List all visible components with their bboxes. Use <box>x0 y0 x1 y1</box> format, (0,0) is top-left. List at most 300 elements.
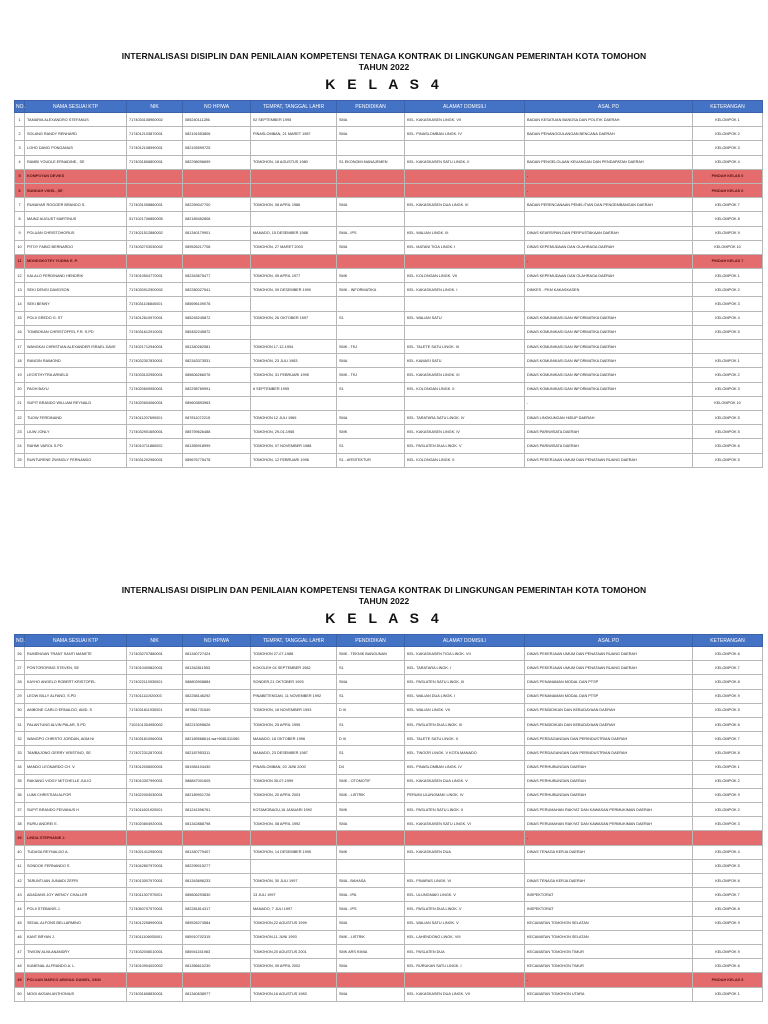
education-cell: SMA <box>337 113 405 127</box>
address-cell: KEL. KAKASKASEN DUA LINGK. VII <box>405 987 525 1001</box>
origin-cell: BADAN PENANGGULANGAN BENCANA DAERAH <box>525 127 693 141</box>
birth-cell: TOMOHON,16 AGUSTUS 1983 <box>251 987 337 1001</box>
birth-cell <box>251 396 337 410</box>
name-cell: LEOW BILLY ALFANO, S.PD <box>25 689 127 703</box>
education-cell: D III <box>337 732 405 746</box>
table-row <box>15 987 763 1001</box>
birth-cell: TOMOHON 30-07-1999 <box>251 774 337 788</box>
address-cell: KEL. TALETE SATU LINGK. II <box>405 732 525 746</box>
nik-cell: 7174011307970001 <box>127 888 183 902</box>
birth-cell: TOMOHON, 05 APRIL 1977 <box>251 269 337 283</box>
note-cell: KELOMPOK 1 <box>693 354 763 368</box>
note-cell <box>693 831 763 845</box>
phone-cell: 089676775478 <box>183 453 251 467</box>
nik-cell <box>127 169 183 183</box>
name-cell: POLUAN MARCO ABIGAIL DANIEL, SKM <box>25 973 127 987</box>
education-cell: S1 <box>337 689 405 703</box>
note-cell: KELOMPOK 7 <box>693 888 763 902</box>
birth-cell: TOMOHON, 07 NOVEMBER 1988 <box>251 439 337 453</box>
birth-cell: PINABETENGAN, 11 NOVEMBER 1992 <box>251 689 337 703</box>
row-number: 4 <box>15 155 25 169</box>
phone-cell: 081356610230 <box>183 959 251 973</box>
phone-cell <box>183 183 251 197</box>
note-cell: KELOMPOK 4 <box>693 845 763 859</box>
name-cell: PITOY FABIO BERNARDO <box>25 240 127 254</box>
address-cell: KEL. KAKASKASEN LINGK. III <box>405 368 525 382</box>
row-number: 47 <box>15 944 25 958</box>
name-cell: SUNDAH VIKEL, SE <box>25 183 127 197</box>
name-cell: WANGPO CHRISTO JORDAN, ADM.NI <box>25 732 127 746</box>
phone-cell: 085452245872 <box>183 325 251 339</box>
birth-cell: TOMOHON, 14 DESEMBER 1995 <box>251 845 337 859</box>
education-cell: SMA <box>337 675 405 689</box>
education-cell: SMA - IPS <box>337 902 405 916</box>
nik-cell: 7174032707880001 <box>127 647 183 661</box>
birth-cell: TOMOHON, 09 APRIL 2002 <box>251 959 337 973</box>
nik-cell: 7174033102950001 <box>127 368 183 382</box>
row-number: 38 <box>15 817 25 831</box>
table-row <box>15 647 763 661</box>
phone-cell: 085606293830 <box>183 888 251 902</box>
nik-cell: 7174031106840001 <box>127 297 183 311</box>
birth-cell: TOMOHON, 08 APRIL 1992 <box>251 817 337 831</box>
name-cell: KUMENAL ALFRANDO A. L. <box>25 959 127 973</box>
birth-cell: MANADO, 7 JULI 1997 <box>251 902 337 916</box>
birth-cell: TOMOHON, 08 APRIL 1986 <box>251 198 337 212</box>
education-cell <box>337 254 405 268</box>
note-cell: KELOMPOK 8 <box>693 675 763 689</box>
nik-cell: 7174010409820001 <box>127 661 183 675</box>
address-cell: KEL. KAKASKASEN DUA LINGK. V <box>405 774 525 788</box>
nik-cell: 7174020804920001 <box>127 817 183 831</box>
note-cell: KELOMPOK 8 <box>693 746 763 760</box>
nik-cell: 3171021706850005 <box>127 212 183 226</box>
phone-cell: 082258146292 <box>183 689 251 703</box>
address-cell: KEL. TALETE SATU LINGK. III <box>405 340 525 354</box>
row-number: 35 <box>15 774 25 788</box>
phone-cell: 087861731540 <box>183 703 251 717</box>
address-cell: KEL. TINOOR LINGK. V KOTA MANADO <box>405 746 525 760</box>
education-cell: SMK - INFORMATIKA <box>337 283 405 297</box>
row-number: 28 <box>15 675 25 689</box>
origin-cell: - <box>525 973 693 987</box>
education-cell: SMA - BAHASA <box>337 874 405 888</box>
name-cell: SONDOK FERNANDO S <box>25 859 127 873</box>
origin-cell: KECAMATAN TOMOHON TIMUR <box>525 959 693 973</box>
row-number: 23 <box>15 425 25 439</box>
note-cell: KELOMPOK 3 <box>693 382 763 396</box>
note-cell: KELOMPOK 5 <box>693 453 763 467</box>
column-header: NIK <box>127 101 183 113</box>
nik-cell: 7174011111920003 <box>127 689 183 703</box>
row-number: 15 <box>15 311 25 325</box>
address-cell <box>405 212 525 226</box>
table-body <box>15 647 763 1002</box>
table-row <box>15 845 763 859</box>
phone-cell: 085696109076 <box>183 297 251 311</box>
note-cell: KELOMPOK 2 <box>693 803 763 817</box>
address-cell: KEL. PASLATEN DUA <box>405 944 525 958</box>
nik-cell: 7174034108960002 <box>127 113 183 127</box>
origin-cell: DINAS PEKERJAAN UMUM DAN PENATAAN RUANG DAERAH <box>525 647 693 661</box>
row-number: 13 <box>15 283 25 297</box>
row-number: 8 <box>15 212 25 226</box>
birth-cell <box>251 212 337 226</box>
address-cell: KEL. KAKASKASEN LINGK. I <box>405 283 525 297</box>
table-row <box>15 788 763 802</box>
nik-cell: 7174031608830001 <box>127 987 183 1001</box>
row-number: 26 <box>15 647 25 661</box>
birth-cell: TOMOHON 12 JULI 1969 <box>251 410 337 424</box>
education-cell: SMA <box>337 354 405 368</box>
origin-cell: DINAS PERHUBUNGAN DAERAH <box>525 760 693 774</box>
education-cell: SMA - IPS <box>337 226 405 240</box>
row-number: 17 <box>15 340 25 354</box>
phone-cell: 082191553806 <box>183 127 251 141</box>
name-cell: RANGIN RAIMOND <box>25 354 127 368</box>
origin-cell: DINAS KOMUNIKASI DAN INFORMATIKA DAERAH <box>525 340 693 354</box>
table-header-row <box>15 101 763 113</box>
table-row <box>15 817 763 831</box>
phone-cell: 081340179901 <box>183 226 251 240</box>
birth-cell <box>251 325 337 339</box>
column-header: NO HP/WA <box>183 635 251 647</box>
nik-cell: 7174072312870001 <box>127 746 183 760</box>
birth-cell: TOMOHON, 12 FEBRUARI 1996 <box>251 453 337 467</box>
phone-cell: 082280027541 <box>183 283 251 297</box>
table-row <box>15 959 763 973</box>
table-row <box>15 888 763 902</box>
birth-cell: TOMOHON,22 AGUSTUS 1999 <box>251 916 337 930</box>
birth-cell: TOMOHON, 30 JULI 1997 <box>251 874 337 888</box>
row-number: 31 <box>15 717 25 731</box>
row-number: 44 <box>15 902 25 916</box>
education-cell: S1 EKONOMI MANAJEMEN <box>337 155 405 169</box>
address-cell <box>405 325 525 339</box>
phone-cell: 081343696233 <box>183 874 251 888</box>
note-cell: KELOMPOK 1 <box>693 113 763 127</box>
nik-cell: 7174012108990001 <box>127 141 183 155</box>
phone-cell: 082189901726 <box>183 788 251 802</box>
name-cell: TUOW FERDINAND <box>25 410 127 424</box>
education-cell <box>337 169 405 183</box>
table-row <box>15 297 763 311</box>
birth-cell: TOMOHON, 29-01-1965 <box>251 425 337 439</box>
row-number: 24 <box>15 439 25 453</box>
address-cell: KEL. KAKASKASEN SATU LINGK. VI <box>405 817 525 831</box>
education-cell <box>337 831 405 845</box>
education-cell: SMA <box>337 959 405 973</box>
nik-cell: 7174010307990001 <box>127 774 183 788</box>
phone-cell: 082259047700 <box>183 198 251 212</box>
address-cell: KEL. PASLATEN SATU LINGK. II <box>405 803 525 817</box>
row-number: 20 <box>15 382 25 396</box>
phone-cell: 082343373531 <box>183 354 251 368</box>
nik-cell: 7174021412950001 <box>127 845 183 859</box>
phone-cell <box>183 169 251 183</box>
table-row <box>15 283 763 297</box>
education-cell <box>337 297 405 311</box>
row-number: 21 <box>15 396 25 410</box>
table-row <box>15 944 763 958</box>
row-number: 3 <box>15 141 25 155</box>
nik-cell: 7174031008860001 <box>127 198 183 212</box>
note-cell: KELOMPOK 4 <box>693 311 763 325</box>
education-cell <box>337 212 405 226</box>
birth-cell: KOKOLEH 04 SEPTEMBER 1982 <box>251 661 337 675</box>
nik-cell: 7174012208990001 <box>127 916 183 930</box>
row-number: 36 <box>15 788 25 802</box>
row-number: 50 <box>15 987 25 1001</box>
origin-cell: DINAS PERUMAHAN RAKYAT DAN KAWASAN PERMUKIMAN DAERAH <box>525 803 693 817</box>
birth-cell: MANADO, 23 DESEMBER 1987 <box>251 746 337 760</box>
table-row <box>15 930 763 944</box>
note-cell: PINDAH KELAS 7 <box>693 254 763 268</box>
education-cell <box>337 396 405 410</box>
row-number: 22 <box>15 410 25 424</box>
nik-cell: 7174031808800001 <box>127 155 183 169</box>
phone-cell: 082189568614 wa+6081311060 <box>183 732 251 746</box>
phone-cell: 082281814317 <box>183 902 251 916</box>
name-cell: TOMBOKAN CHRISTOFFEL F.R. S.PD <box>25 325 127 339</box>
birth-cell: TOMOHON 17-12-1994 <box>251 340 337 354</box>
education-cell: SMK <box>337 845 405 859</box>
note-cell: KELOMPOK 6 <box>693 874 763 888</box>
name-cell: MOGI AKSAN ANTHONIUS <box>25 987 127 1001</box>
table-row <box>15 240 763 254</box>
name-cell: TIWOW ALVA ANANDRY <box>25 944 127 958</box>
phone-cell: 082343675477 <box>183 269 251 283</box>
origin-cell: DINAS PERHUBUNGAN DAERAH <box>525 788 693 802</box>
table-row <box>15 439 763 453</box>
table-row <box>15 155 763 169</box>
column-header: NO. <box>15 635 25 647</box>
note-cell: KELOMPOK 7 <box>693 198 763 212</box>
note-cell: KELOMPOK 5 <box>693 859 763 873</box>
birth-cell: MANADO, 18 OKTOBER 1996 <box>251 732 337 746</box>
nik-cell: 7174042807970001 <box>127 859 183 873</box>
origin-cell <box>525 297 693 311</box>
origin-cell <box>525 212 693 226</box>
note-cell: KELOMPOK 8 <box>693 902 763 916</box>
note-cell: KELOMPOK 7 <box>693 732 763 746</box>
table-row <box>15 226 763 240</box>
birth-cell: TOMOHON, 09 DESEMBER 1990 <box>251 283 337 297</box>
origin-cell: DINAS PERHUBUNGAN DAERAH <box>525 774 693 788</box>
birth-cell <box>251 141 337 155</box>
origin-cell: DINAS PENDIDIKAN DAN KEBUDAYAAN DAERAH <box>525 717 693 731</box>
phone-cell: 081241596761 <box>183 803 251 817</box>
row-number: 41 <box>15 859 25 873</box>
address-cell: KEL. TARATARA LINGK. I <box>405 661 525 675</box>
nik-cell: 7174012103870001 <box>127 127 183 141</box>
table-row <box>15 874 763 888</box>
education-cell <box>337 973 405 987</box>
nik-cell: 7174032307830001 <box>127 354 183 368</box>
education-cell: S1 <box>337 311 405 325</box>
row-number: 18 <box>15 354 25 368</box>
table-row <box>15 746 763 760</box>
origin-cell: DINAS PERDAGANGAN DAN PERINDUSTRIAN DAERAH <box>525 732 693 746</box>
origin-cell: DINAS KOMUNIKASI DAN INFORMATIKA DAERAH <box>525 325 693 339</box>
row-number: 5 <box>15 169 25 183</box>
origin-cell: DINAS KEPEMUDAAN DAN OLAHRAGA DAERAH <box>525 240 693 254</box>
phone-cell: 085245245872 <box>183 311 251 325</box>
birth-cell <box>251 254 337 268</box>
phone-cell: 082298769991 <box>183 382 251 396</box>
column-header: TEMPAT, TANGGAL LAHIR <box>251 635 337 647</box>
row-number: 32 <box>15 732 25 746</box>
phone-cell <box>183 831 251 845</box>
education-cell: SMA <box>337 817 405 831</box>
name-cell: RUMAYAR ROGGER BRANDO S. <box>25 198 127 212</box>
origin-cell: KECAMATAN TOMOHON TIMUR <box>525 944 693 958</box>
note-cell: KELOMPOK 6 <box>693 959 763 973</box>
education-cell: SMK - TKJ <box>337 368 405 382</box>
note-cell: KELOMPOK 10 <box>693 240 763 254</box>
name-cell: MANDO LEONARDO CH. V. <box>25 760 127 774</box>
origin-cell <box>525 141 693 155</box>
name-cell: RUMENGAN TRANT SANTI MANETE <box>25 647 127 661</box>
address-cell <box>405 859 525 873</box>
note-cell: KELOMPOK 2 <box>693 368 763 382</box>
phone-cell: 082298096699 <box>183 155 251 169</box>
origin-cell: DINAS KOMUNIKASI DAN INFORMATIKA DAERAH <box>525 354 693 368</box>
address-cell: KEL. PASLATEN DUA LINGK. V <box>405 902 525 916</box>
document-title: INTERNALISASI DISIPLIN DAN PENILAIAN KOMPETENSI TENAGA KONTRAK DI LINGKUNGAN PEMERINTAH KOTA TOMOHON <box>121 585 647 595</box>
birth-cell: TOMOHON, 27 MARET 2003 <box>251 240 337 254</box>
education-cell: S1 <box>337 717 405 731</box>
phone-cell: 082295015277 <box>183 859 251 873</box>
nik-cell: 7174030912900002 <box>127 283 183 297</box>
table-row <box>15 902 763 916</box>
name-cell: TARUNTUAN JUNAIDI ZEFRI <box>25 874 127 888</box>
name-cell: POLUAN CHRISTOHORUS <box>25 226 127 240</box>
origin-cell: KECAMATAN TOMOHON SELATAN <box>525 916 693 930</box>
phone-cell <box>183 973 251 987</box>
origin-cell: DINAS KEARSIPAN DAN PERPUSTAKAAN DAERAH <box>525 226 693 240</box>
table-row <box>15 396 763 410</box>
origin-cell: DINAS PENANAMAN MODAL DAN PTSP <box>525 675 693 689</box>
column-header: NAMA SESUAI KTP <box>25 101 127 113</box>
address-cell: KEL. KAKASKASEN LINGK. IV <box>405 425 525 439</box>
education-cell: SMK - LISTRIK <box>337 930 405 944</box>
birth-cell <box>251 859 337 873</box>
note-cell: KELOMPOK 9 <box>693 916 763 930</box>
birth-cell: 02 SEPTEMBER 1995 <box>251 113 337 127</box>
phone-cell: 082187953311 <box>183 746 251 760</box>
row-number: 40 <box>15 845 25 859</box>
phone-cell: 081984104430 <box>183 760 251 774</box>
birth-cell: TOMOHON, 18 AGUSTUS 1980 <box>251 155 337 169</box>
column-header: PENDIDIKAN <box>337 101 405 113</box>
table-row <box>15 368 763 382</box>
table-row <box>15 703 763 717</box>
birth-cell: PINASLOMBAN, 21 MARET 1987 <box>251 127 337 141</box>
origin-cell: DINAS KEPEMUDAAN DAN OLAHRAGA DAERAH <box>525 269 693 283</box>
name-cell: RAHMI VAROL S.PD <box>25 439 127 453</box>
table-row-moved <box>15 183 763 197</box>
phone-cell: 089603893963 <box>183 396 251 410</box>
nik-cell: 7174031612910001 <box>127 325 183 339</box>
note-cell: KELOMPOK 9 <box>693 689 763 703</box>
row-number: 42 <box>15 874 25 888</box>
table-row <box>15 311 763 325</box>
birth-cell: TOMOHON 27-07-1988 <box>251 647 337 661</box>
name-cell: WANGKAI CHRISTIAN ALEXANDER ISRAEL DAVE <box>25 340 127 354</box>
address-cell: KEL. KAKASKASEN LINGK. VII <box>405 113 525 127</box>
address-cell: KEL. WALIAN SATU LINGK. V <box>405 916 525 930</box>
name-cell: SEDAL ALFONS BELLARMINO <box>25 916 127 930</box>
phone-cell: 082213095626 <box>183 717 251 731</box>
address-cell <box>405 183 525 197</box>
name-cell: TAMARIA ALEXANDRO STEFANUS <box>25 113 127 127</box>
education-cell: SMA - IPA <box>337 888 405 902</box>
document-year: TAHUN 2022 <box>358 596 410 606</box>
address-cell: KEL. RURUKAN SATU LINGK. I <box>405 959 525 973</box>
row-number: 14 <box>15 297 25 311</box>
phone-cell: 085240111286 <box>183 113 251 127</box>
note-cell: KELOMPOK 9 <box>693 788 763 802</box>
row-number: 43 <box>15 888 25 902</box>
address-cell <box>405 297 525 311</box>
nik-cell: 7174011207690001 <box>127 410 183 424</box>
name-cell: RAKIANG VIOGY MITCHELLE JULIO <box>25 774 127 788</box>
origin-cell: DINAS LINGKUNGAN HIDUP DAERAH <box>525 410 693 424</box>
table-row <box>15 774 763 788</box>
address-cell: KEL. PINASLOMBAN LINGK. IV <box>405 127 525 141</box>
note-cell: KELOMPOK 3 <box>693 297 763 311</box>
origin-cell: DINAS PERDAGANGAN DAN PERINDUSTRIAN DAERAH <box>525 746 693 760</box>
table-row <box>15 382 763 396</box>
name-cell: SEKI BENNY <box>25 297 127 311</box>
row-number: 27 <box>15 661 25 675</box>
nik-cell: 7174011601920001 <box>127 803 183 817</box>
table-row-moved <box>15 973 763 987</box>
origin-cell: DINAS PARIWISATA DAERAH <box>525 439 693 453</box>
note-cell: KELOMPOK 1 <box>693 760 763 774</box>
nik-cell: 7174012610970001 <box>127 311 183 325</box>
name-cell: AMBONE CARLO ERNALDO, AMD. S <box>25 703 127 717</box>
birth-cell: TOMOHON, 25 APRIL 1995 <box>251 717 337 731</box>
name-cell: LIUW JONLY <box>25 425 127 439</box>
phone-cell: 081340779407 <box>183 845 251 859</box>
row-number: 2 <box>15 127 25 141</box>
row-number: 12 <box>15 269 25 283</box>
education-cell: D4 <box>337 760 405 774</box>
row-number: 34 <box>15 760 25 774</box>
table-row-moved <box>15 254 763 268</box>
address-cell: KEL. PASLATEN DUA LINGK. III <box>405 717 525 731</box>
table-row <box>15 453 763 467</box>
address-cell: KEL. WALIAN LINGK. III <box>405 226 525 240</box>
column-header: KETERANGAN <box>693 101 763 113</box>
row-number: 6 <box>15 183 25 197</box>
nik-cell: 7174010504770001 <box>127 269 183 283</box>
nik-cell: 7174012006000001 <box>127 760 183 774</box>
row-number: 29 <box>15 689 25 703</box>
name-cell: RURU ANDREI E. <box>25 817 127 831</box>
note-cell: KELOMPOK 2 <box>693 774 763 788</box>
education-cell: SMA <box>337 127 405 141</box>
nik-cell: 7174022004030001 <box>127 788 183 802</box>
name-cell: SEKI DENGI DAVIDSON <box>25 283 127 297</box>
note-cell: PINDAH KELAS 8 <box>693 973 763 987</box>
nik-cell: 7174011106930001 <box>127 930 183 944</box>
table-row <box>15 325 763 339</box>
phone-cell <box>183 254 251 268</box>
address-cell: KEL. ULUNGMAKI LINGK. V <box>405 888 525 902</box>
